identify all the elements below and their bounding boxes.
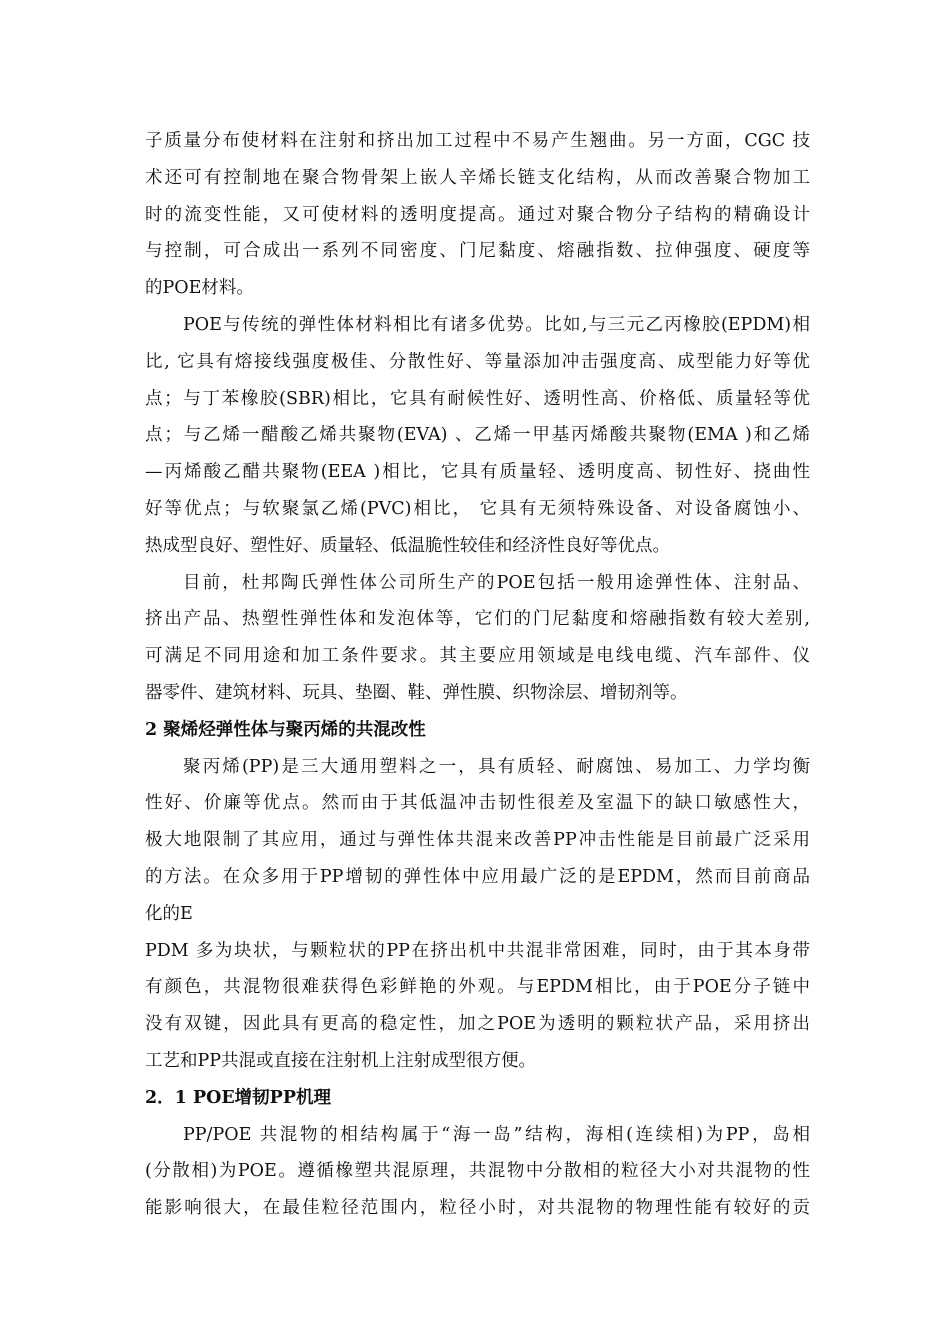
text-line: 聚丙烯(PP)是三大通用塑料之一，具有质轻、耐腐蚀、易加工、力学均衡 (183, 756, 810, 777)
text-line: 能影响很大，在最佳粒径范围内，粒径小时，对共混物的物理性能有较好的贡 (145, 1198, 810, 1219)
paragraph (145, 307, 810, 565)
text-line: 性好、价廉等优点。然而由于其低温冲击韧性很差及室温下的缺口敏感性大， (145, 793, 810, 814)
text-line: POE与传统的弹性体材料相比有诸多优势。比如,与三元乙丙橡胶(EPDM)相 (183, 314, 810, 335)
paragraph (145, 749, 810, 933)
text-line: 的POE材料。 (145, 278, 254, 299)
text-line: 比, 它具有熔接线强度极佳、分散性好、等量添加冲击强度高、成型能力好等优 (145, 351, 810, 372)
text-line: 点；与丁苯橡胶(SBR)相比，它具有耐候性好、透明性高、价格低、质量轻等优 (145, 388, 810, 409)
paragraph (145, 1117, 810, 1227)
text-line: PP/POE 共混物的相结构属于“海一岛”结构，海相(连续相)为PP，岛相 (183, 1124, 810, 1145)
text-line: 没有双键，因此具有更高的稳定性，加之POE为透明的颗粒状产品，采用挤出 (145, 1014, 810, 1035)
text-line: 点；与乙烯一醋酸乙烯共聚物(EVA) 、乙烯一甲基丙烯酸共聚物(EMA )和乙烯 (145, 425, 810, 446)
text-line: 器零件、建筑材料、玩具、垫圈、鞋、弹性膜、织物涂层、增韧剂等。 (145, 682, 688, 703)
text-line: 化的E (145, 903, 193, 924)
text-line: 子质量分布使材料在注射和挤出加工过程中不易产生翘曲。另一方面，CGC 技 (145, 131, 810, 151)
paragraph (145, 933, 810, 1080)
text-line: 目前，杜邦陶氏弹性体公司所生产的POE包括一般用途弹性体、注射品、 (183, 572, 810, 593)
text-line: 与控制，可合成出一系列不同密度、门尼黏度、熔融指数、拉伸强度、硬度等 (145, 241, 810, 262)
text-line: 的方法。在众多用于PP增韧的弹性体中应用最广泛的是EPDM，然而目前商品 (145, 866, 810, 887)
text-line: —丙烯酸乙醋共聚物(EEA )相比，它具有质量轻、透明度高、韧性好、挠曲性 (145, 462, 810, 483)
text-line: 热成型良好、塑性好、质量轻、低温脆性较佳和经济性良好等优点。 (145, 535, 670, 556)
text-line: (分散相)为POE。遵循橡塑共混原理，共混物中分散相的粒径大小对共混物的性 (145, 1161, 810, 1182)
text-line: 术还可有控制地在聚合物骨架上嵌人辛烯长链支化结构，从而改善聚合物加工 (145, 167, 810, 188)
text-line: 时的流变性能，又可使材料的透明度提高。通过对聚合物分子结构的精确设计 (145, 204, 810, 225)
section-heading: 2 聚烯烃弹性体与聚丙烯的共混改性 (145, 719, 426, 740)
text-line: PDM 多为块状，与颗粒状的PP在挤出机中共混非常困难，同时，由于其本身带 (145, 940, 810, 961)
text-line: 有颜色，共混物很难获得色彩鲜艳的外观。与EPDM相比，由于POE分子链中 (145, 977, 810, 998)
text-line: 工艺和PP共混或直接在注射机上注射成型很方便。 (145, 1050, 537, 1071)
text-line: 极大地限制了其应用，通过与弹性体共混来改善PP冲击性能是目前最广泛采用 (145, 830, 810, 851)
text-line: 挤出产品、热塑性弹性体和发泡体等，它们的门尼黏度和熔融指数有较大差别, (145, 609, 810, 630)
subsection-heading: 2．1 POE增韧PP机理 (145, 1087, 332, 1108)
paragraph (145, 565, 810, 712)
document-body (145, 123, 810, 1227)
paragraph (145, 123, 810, 307)
text-line: 可满足不同用途和加工条件要求。其主要应用领域是电线电缆、汽车部件、仪 (145, 646, 810, 667)
text-line: 好等优点；与软聚氯乙烯(PVC)相比， 它具有无须特殊设备、对设备腐蚀小、 (145, 498, 810, 519)
